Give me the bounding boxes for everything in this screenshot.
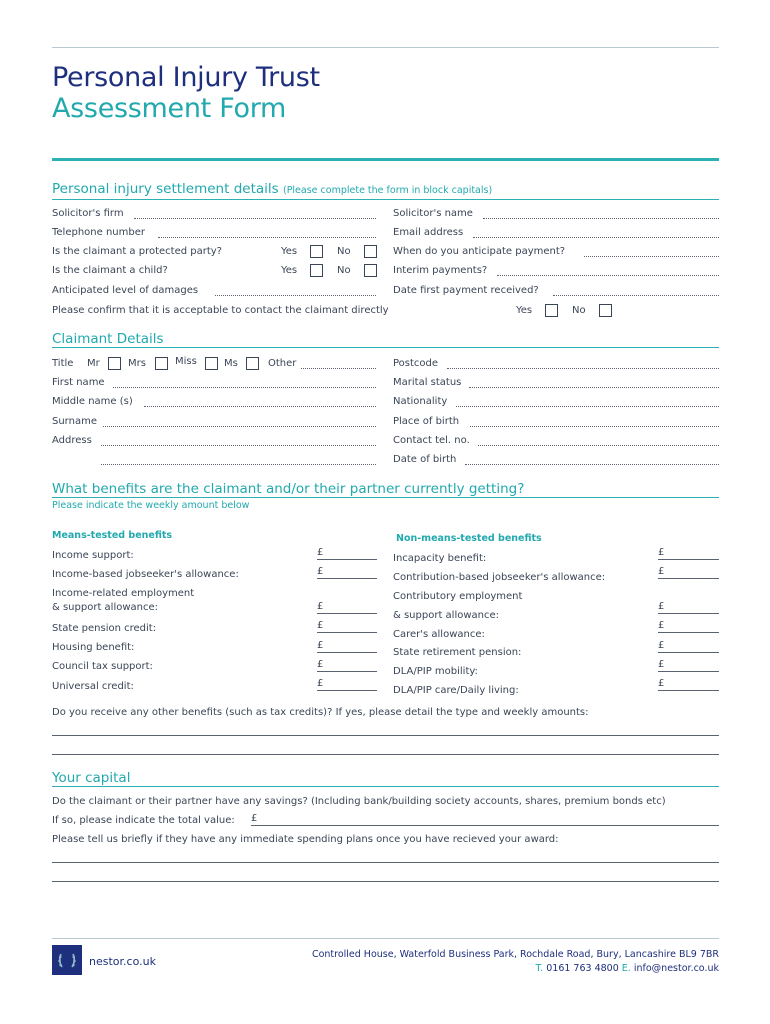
footer-tel[interactable]: 0161 763 4800 <box>546 963 619 974</box>
footer-website[interactable]: nestor.co.uk <box>89 955 156 968</box>
telephone-label: Telephone number <box>52 227 145 238</box>
solicitors-firm-field[interactable] <box>134 218 376 219</box>
nestor-logo <box>52 945 82 975</box>
date-first-payment-label: Date first payment received? <box>393 285 539 296</box>
dla-mobility-currency: £ <box>658 659 665 670</box>
top-rule <box>52 47 719 48</box>
title-mr-checkbox[interactable] <box>108 357 121 370</box>
means-tested-heading: Means-tested benefits <box>52 530 173 541</box>
total-value-currency: £ <box>251 813 258 824</box>
benefits-divider <box>52 497 719 498</box>
date-first-payment-field[interactable] <box>553 295 719 296</box>
retirement-pension-currency: £ <box>658 640 665 651</box>
footer-email-label: E. <box>621 963 631 974</box>
title-miss-label: Miss <box>175 356 197 367</box>
title-mrs-label: Mrs <box>128 358 146 369</box>
income-support-field[interactable] <box>317 559 377 560</box>
retirement-pension-label: State retirement pension: <box>393 647 522 658</box>
esa-income-field[interactable] <box>317 613 377 614</box>
place-of-birth-label: Place of birth <box>393 416 460 427</box>
universal-credit-field[interactable] <box>317 690 377 691</box>
footer-rule <box>52 938 719 939</box>
level-damages-label: Anticipated level of damages <box>52 285 199 296</box>
child-yes-label: Yes <box>281 265 298 276</box>
address-label: Address <box>52 435 92 446</box>
solicitors-firm-label: Solicitor's firm <box>52 208 124 219</box>
title-other-label: Other <box>268 358 297 369</box>
esa-contrib-currency: £ <box>658 601 665 612</box>
carers-label: Carer's allowance: <box>393 629 485 640</box>
title-ms-label: Ms <box>224 358 238 369</box>
carers-field[interactable] <box>658 632 719 633</box>
solicitors-name-field[interactable] <box>483 218 719 219</box>
address-field-1[interactable] <box>101 445 376 446</box>
jsa-income-label: Income-based jobseeker's allowance: <box>52 569 239 580</box>
jsa-contrib-label: Contribution-based jobseeker's allowance: <box>393 572 606 583</box>
first-name-label: First name <box>52 377 105 388</box>
esa-contrib-label-1: Contributory employment <box>393 591 523 602</box>
housing-benefit-label: Housing benefit: <box>52 642 135 653</box>
title-mrs-checkbox[interactable] <box>155 357 168 370</box>
savings-label: Do the claimant or their partner have any savings? (Including bank/building society accounts, shares, premium bonds etc) <box>52 796 666 807</box>
income-support-currency: £ <box>317 547 324 558</box>
title-mr-label: Mr <box>87 358 100 369</box>
form-title-line1: Personal Injury Trust <box>52 62 320 93</box>
postcode-label: Postcode <box>393 358 439 369</box>
telephone-field[interactable] <box>158 237 376 238</box>
address-field-2[interactable] <box>101 464 376 465</box>
esa-contrib-label-2: & support allowance: <box>393 610 500 621</box>
child-no-checkbox[interactable] <box>364 264 377 277</box>
esa-contrib-field[interactable] <box>658 613 719 614</box>
section-heading-capital: Your capital <box>52 770 131 786</box>
settlement-note: (Please complete the form in block capitals) <box>282 185 493 196</box>
footer-email[interactable]: info@nestor.co.uk <box>633 963 719 974</box>
spending-plans-field-1[interactable] <box>52 862 719 863</box>
interim-payments-label: Interim payments? <box>393 265 488 276</box>
jsa-contrib-currency: £ <box>658 566 665 577</box>
email-label: Email address <box>393 227 464 238</box>
incapacity-field[interactable] <box>658 559 719 560</box>
contact-tel-field[interactable] <box>478 445 719 446</box>
email-field[interactable] <box>473 237 719 238</box>
section-heading-settlement: Personal injury settlement details (Please complete the form in block capitals) <box>52 181 493 197</box>
middle-name-label: Middle name (s) <box>52 396 133 407</box>
other-benefits-label: Do you receive any other benefits (such as tax credits)? If yes, please detail the type and weekly amounts: <box>52 707 589 718</box>
interim-payments-field[interactable] <box>497 275 719 276</box>
claimant-divider <box>52 347 719 348</box>
housing-benefit-field[interactable] <box>317 652 377 653</box>
dla-care-currency: £ <box>658 678 665 689</box>
esa-income-label-1: Income-related employment <box>52 588 195 599</box>
place-of-birth-field[interactable] <box>470 426 719 427</box>
footer-address: Controlled House, Waterfold Business Park, Rochdale Road, Bury, Lancashire BL9 7BR <box>311 949 719 960</box>
title-ms-checkbox[interactable] <box>246 357 259 370</box>
dla-care-field[interactable] <box>658 690 719 691</box>
esa-income-label-2: & support allowance: <box>52 602 159 613</box>
council-tax-currency: £ <box>317 659 324 670</box>
universal-credit-currency: £ <box>317 678 324 689</box>
pension-credit-currency: £ <box>317 620 324 631</box>
protected-no-checkbox[interactable] <box>364 245 377 258</box>
council-tax-field[interactable] <box>317 671 377 672</box>
solicitors-name-label: Solicitor's name <box>393 208 473 219</box>
laurel-icon <box>52 945 82 975</box>
spending-plans-label: Please tell us briefly if they have any immediate spending plans once you have recieved your award: <box>52 834 559 845</box>
title-label: Title <box>52 358 74 369</box>
contact-no-checkbox[interactable] <box>599 304 612 317</box>
date-of-birth-field[interactable] <box>465 464 719 465</box>
contact-yes-label: Yes <box>516 305 533 316</box>
contact-yes-checkbox[interactable] <box>545 304 558 317</box>
date-of-birth-label: Date of birth <box>393 454 457 465</box>
contact-no-label: No <box>572 305 586 316</box>
is-child-label: Is the claimant a child? <box>52 265 168 276</box>
title-other-field[interactable] <box>301 368 376 369</box>
dla-mobility-field[interactable] <box>658 671 719 672</box>
pension-credit-field[interactable] <box>317 632 377 633</box>
nationality-label: Nationality <box>393 396 448 407</box>
nationality-field[interactable] <box>456 406 719 407</box>
incapacity-label: Incapacity benefit: <box>393 553 487 564</box>
universal-credit-label: Universal credit: <box>52 681 134 692</box>
marital-status-label: Marital status <box>393 377 462 388</box>
dla-care-label: DLA/PIP care/Daily living: <box>393 685 519 696</box>
marital-status-field[interactable] <box>469 387 719 388</box>
child-no-label: No <box>337 265 351 276</box>
form-title-line2: Assessment Form <box>52 93 287 124</box>
jsa-contrib-field[interactable] <box>658 578 719 579</box>
protected-yes-checkbox[interactable] <box>310 245 323 258</box>
section-heading-claimant: Claimant Details <box>52 331 164 347</box>
esa-income-currency: £ <box>317 601 324 612</box>
protected-no-label: No <box>337 246 351 257</box>
surname-label: Surname <box>52 416 97 427</box>
surname-field[interactable] <box>103 426 376 427</box>
other-benefits-field-1[interactable] <box>52 735 719 736</box>
section-heading-benefits: What benefits are the claimant and/or their partner currently getting? <box>52 481 525 497</box>
contact-tel-label: Contact tel. no. <box>393 435 470 446</box>
housing-benefit-currency: £ <box>317 640 324 651</box>
confirm-contact-label: Please confirm that it is acceptable to contact the claimant directly <box>52 305 389 316</box>
middle-name-field[interactable] <box>144 406 376 407</box>
benefits-note: Please indicate the weekly amount below <box>52 500 250 511</box>
footer-tel-label: T. <box>535 963 544 974</box>
footer-contact <box>536 963 720 974</box>
anticipate-payment-field[interactable] <box>584 256 719 257</box>
pension-credit-label: State pension credit: <box>52 623 157 634</box>
jsa-income-field[interactable] <box>317 578 377 579</box>
council-tax-label: Council tax support: <box>52 661 153 672</box>
jsa-income-currency: £ <box>317 566 324 577</box>
protected-party-label: Is the claimant a protected party? <box>52 246 222 257</box>
level-damages-field[interactable] <box>215 295 376 296</box>
child-yes-checkbox[interactable] <box>310 264 323 277</box>
incapacity-currency: £ <box>658 547 665 558</box>
income-support-label: Income support: <box>52 550 134 561</box>
capital-divider <box>52 786 719 787</box>
settlement-divider <box>52 199 719 200</box>
postcode-field[interactable] <box>447 368 719 369</box>
retirement-pension-field[interactable] <box>658 652 719 653</box>
total-value-label: If so, please indicate the total value: <box>52 815 235 826</box>
carers-currency: £ <box>658 620 665 631</box>
dla-mobility-label: DLA/PIP mobility: <box>393 666 478 677</box>
title-miss-checkbox[interactable] <box>205 357 218 370</box>
other-benefits-field-2[interactable] <box>52 754 719 755</box>
title-divider <box>52 158 719 161</box>
first-name-field[interactable] <box>113 387 376 388</box>
spending-plans-field-2[interactable] <box>52 881 719 882</box>
total-value-field[interactable] <box>251 825 719 826</box>
protected-yes-label: Yes <box>281 246 298 257</box>
non-means-tested-heading: Non-means-tested benefits <box>396 533 542 544</box>
anticipate-payment-label: When do you anticipate payment? <box>393 246 566 257</box>
